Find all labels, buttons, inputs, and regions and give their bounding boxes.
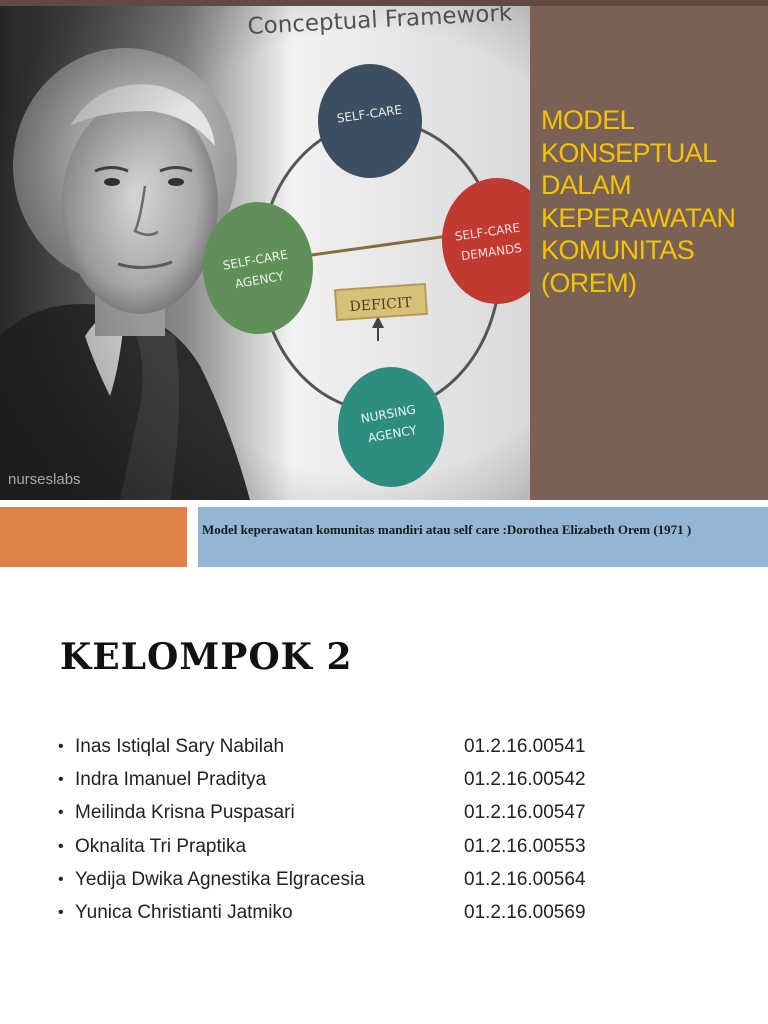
member-name: Inas Istiqlal Sary Nabilah [75, 736, 285, 757]
member-nim: 01.2.16.00547 [464, 802, 586, 824]
orem-conceptual-framework-image [0, 6, 530, 500]
group-title: KELOMPOK 2 [60, 635, 353, 679]
list-item [58, 796, 678, 829]
member-name: Indra Imanuel Praditya [75, 769, 267, 791]
orange-accent-block [0, 507, 187, 567]
member-nim: 01.2.16.00569 [464, 901, 586, 923]
caption-band [198, 507, 768, 567]
slide-title: MODEL KONSEPTUAL DALAM KEPERAWATAN KOMUNITAS (OREM) [541, 105, 736, 298]
member-name: Yedija Dwika Agnestika Elgracesia [75, 868, 365, 890]
member-nim: 01.2.16.00541 [464, 736, 586, 757]
bullet-icon: • [58, 870, 64, 888]
member-name: Yunica Christianti Jatmiko [75, 901, 293, 923]
bullet-icon: • [58, 771, 64, 789]
list-item [58, 830, 678, 863]
member-name: Meilinda Krisna Puspasari [75, 802, 295, 824]
image-caption: Model keperawatan komunitas mandiri atau self care :Dorothea Elizabeth Orem (1971 ) [202, 522, 692, 537]
list-item [58, 896, 678, 929]
member-name: Oknalita Tri Praptika [75, 835, 247, 857]
list-item [58, 863, 678, 896]
bullet-icon: • [58, 804, 64, 822]
member-nim: 01.2.16.00542 [464, 769, 586, 791]
bullet-icon: • [58, 903, 64, 921]
divider [0, 500, 768, 504]
bullet-icon: • [58, 738, 64, 755]
member-nim: 01.2.16.00564 [464, 868, 586, 890]
title-panel [530, 6, 768, 500]
member-list [58, 730, 678, 929]
list-item [58, 730, 678, 763]
member-nim: 01.2.16.00553 [464, 835, 586, 857]
list-item [58, 763, 678, 796]
bullet-icon: • [58, 837, 64, 855]
